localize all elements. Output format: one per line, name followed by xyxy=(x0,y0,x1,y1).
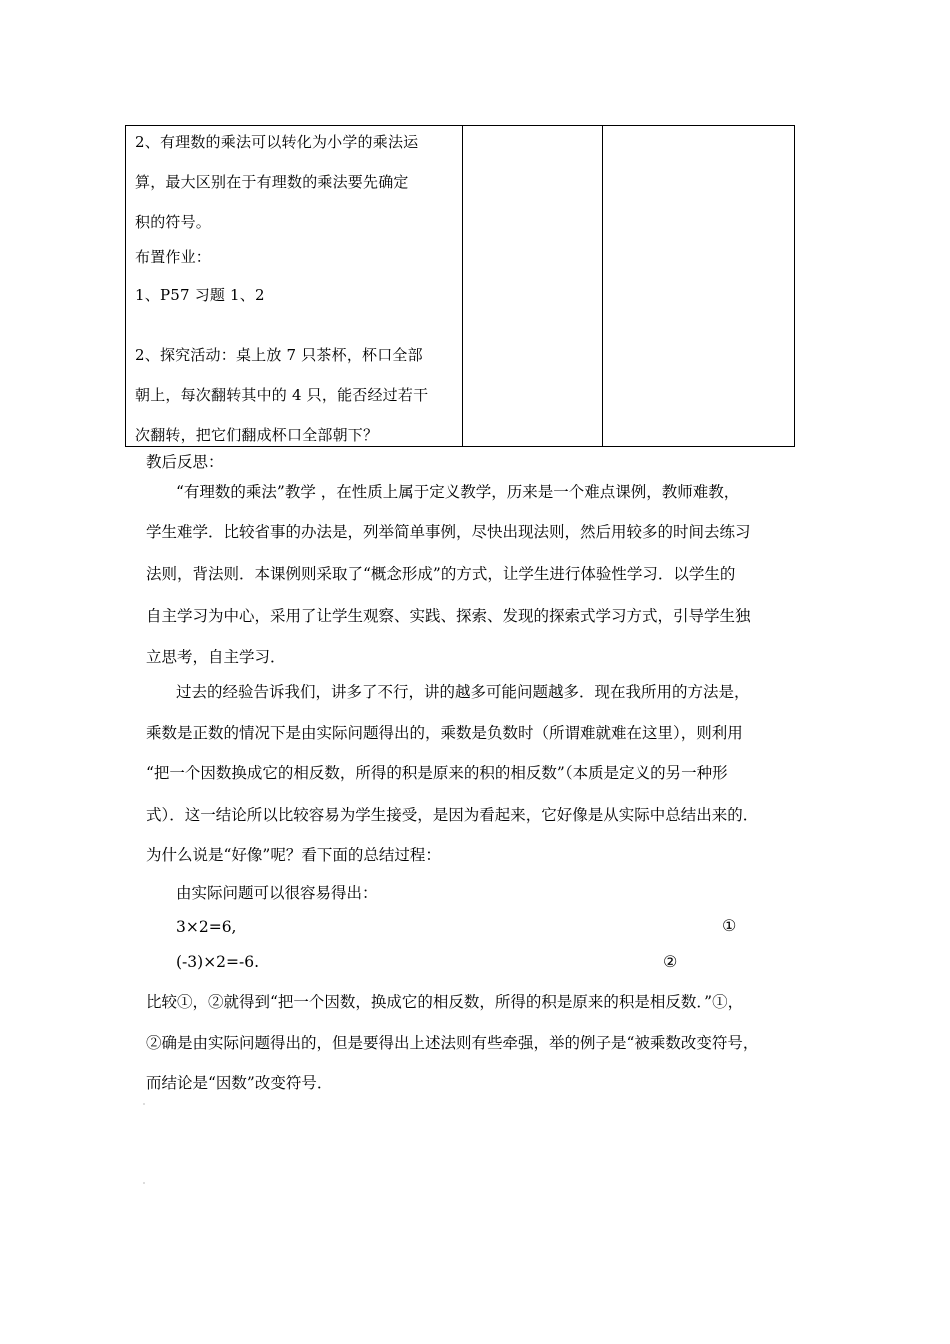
paragraph-line: 法则，背法则．本课例则采取了“概念形成”的方式，让学生进行体验性学习．以学生的 xyxy=(146,565,736,583)
table-line: 布置作业： xyxy=(135,248,212,266)
paragraph-line: 立思考，自主学习． xyxy=(146,648,286,666)
paragraph-line: 式）．这一结论所以比较容易为学生接受，是因为看起来，它好像是从实际中总结出来的． xyxy=(146,806,759,824)
paragraph-line: 而结论是“因数”改变符号． xyxy=(146,1074,333,1092)
table-line: 次翻转，把它们翻成杯口全部朝下？ xyxy=(135,426,379,444)
paragraph-line: “有理数的乘法”教学 ，在性质上属于定义教学，历来是一个难点课例，教师难教， xyxy=(176,483,740,501)
equation-1: 3×2=6, xyxy=(176,918,237,936)
paragraph-line: 乘数是正数的情况下是由实际问题得出的，乘数是负数时（所谓难就难在这里），则利用 xyxy=(146,724,743,742)
scan-speck xyxy=(143,1182,145,1184)
paragraph-line: 过去的经验告诉我们，讲多了不行，讲的越多可能问题越多．现在我所用的方法是， xyxy=(176,683,750,701)
paragraph-line: “把一个因数换成它的相反数，所得的积是原来的积的相反数”（本质是定义的另一种形 xyxy=(146,764,728,782)
paragraph-line: 为什么说是“好像”呢？看下面的总结过程： xyxy=(146,846,441,864)
table-line: 2、有理数的乘法可以转化为小学的乘法运 xyxy=(135,133,419,151)
section-heading: 教后反思： xyxy=(146,453,224,471)
table-cell-content xyxy=(126,126,463,446)
table-line: 2、探究活动：桌上放 7 只茶杯，杯口全部 xyxy=(135,346,423,364)
paragraph-line: 自主学习为中心，采用了让学生观察、实践、探索、发现的探索式学习方式，引导学生独 xyxy=(146,607,751,625)
equation-2-marker: ② xyxy=(663,952,678,971)
table-cell-empty xyxy=(603,126,794,446)
table-line: 朝上，每次翻转其中的 4 只，能否经过若干 xyxy=(135,386,429,404)
equation-1-marker: ① xyxy=(722,916,737,935)
scan-speck xyxy=(143,1103,145,1105)
table-line: 1、P57 习题 1、2 xyxy=(135,286,265,304)
table-line: 算，最大区别在于有理数的乘法要先确定 xyxy=(135,173,409,191)
equation-2: (-3)×2=-6. xyxy=(176,953,260,971)
paragraph-line: 比较①，②就得到“把一个因数，换成它的相反数，所得的积是原来的积是相反数．”①， xyxy=(146,993,744,1011)
table-cell-empty xyxy=(463,126,603,446)
table-line: 积的符号。 xyxy=(135,213,212,231)
paragraph-line: 学生难学．比较省事的办法是，列举简单事例，尽快出现法则，然后用较多的时间去练习 xyxy=(146,523,751,541)
paragraph-line: ②确是由实际问题得出的，但是要得出上述法则有些牵强，举的例子是“被乘数改变符号， xyxy=(146,1034,759,1052)
lesson-table xyxy=(125,125,795,447)
paragraph-line: 由实际问题可以很容易得出： xyxy=(176,884,378,902)
